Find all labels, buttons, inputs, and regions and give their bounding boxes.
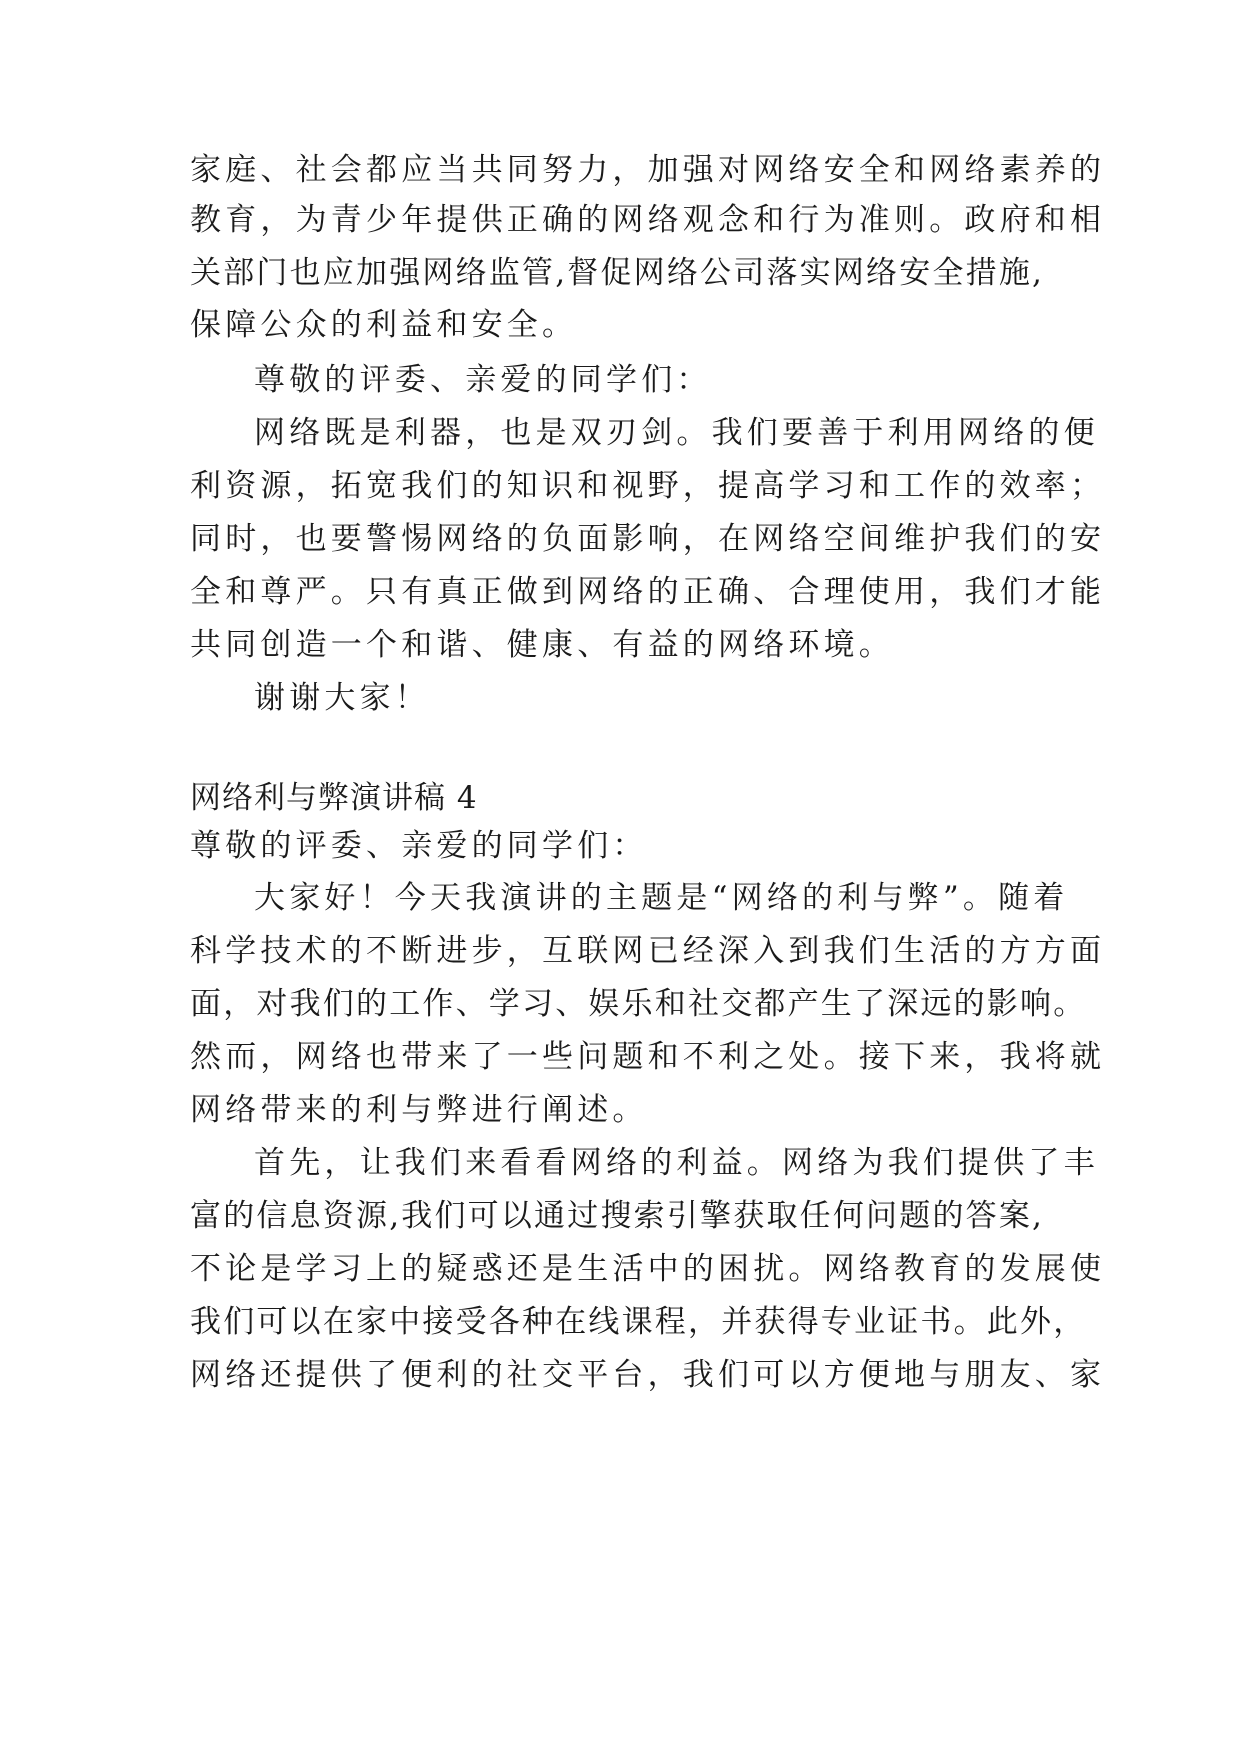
paragraph-line: 科学技术的不断进步，互联网已经深入到我们生活的方方面 — [190, 933, 1106, 969]
section-heading: 网络利与弊演讲稿 4 — [190, 780, 478, 816]
salutation: 尊敬的评委、亲爱的同学们： — [254, 362, 712, 398]
paragraph-line: 关部门也应加强网络监管,督促网络公司落实网络安全措施, — [190, 255, 1045, 291]
paragraph-line: 大家好！今天我演讲的主题是“网络的利与弊”。随着 — [254, 880, 1069, 916]
paragraph-line: 富的信息资源,我们可以通过搜索引擎获取任何问题的答案, — [190, 1198, 1045, 1234]
paragraph-line: 首先，让我们来看看网络的利益。网络为我们提供了丰 — [254, 1145, 1099, 1181]
paragraph-line: 保障公众的利益和安全。 — [190, 307, 578, 343]
paragraph-line: 家庭、社会都应当共同努力，加强对网络安全和网络素养的 — [190, 152, 1106, 188]
closing-line: 谢谢大家！ — [254, 680, 430, 716]
paragraph-line: 同时，也要警惕网络的负面影响，在网络空间维护我们的安 — [190, 521, 1106, 557]
paragraph-line: 我们可以在家中接受各种在线课程，并获得专业证书。此外， — [190, 1304, 1087, 1340]
paragraph-line: 网络还提供了便利的社交平台，我们可以方便地与朋友、家 — [190, 1357, 1106, 1393]
paragraph-line: 网络既是利器，也是双刃剑。我们要善于利用网络的便 — [254, 415, 1099, 451]
paragraph-line: 利资源，拓宽我们的知识和视野，提高学习和工作的效率； — [190, 468, 1106, 504]
paragraph-line: 网络带来的利与弊进行阐述。 — [190, 1092, 648, 1128]
paragraph-line: 不论是学习上的疑惑还是生活中的困扰。网络教育的发展使 — [190, 1251, 1106, 1287]
paragraph-line: 然而，网络也带来了一些问题和不利之处。接下来，我将就 — [190, 1039, 1106, 1075]
paragraph-line: 共同创造一个和谐、健康、有益的网络环境。 — [190, 627, 894, 663]
salutation: 尊敬的评委、亲爱的同学们： — [190, 828, 648, 864]
paragraph-line: 教育，为青少年提供正确的网络观念和行为准则。政府和相 — [190, 202, 1106, 238]
paragraph-line: 全和尊严。只有真正做到网络的正确、合理使用，我们才能 — [190, 574, 1106, 610]
paragraph-line: 面，对我们的工作、学习、娱乐和社交都产生了深远的影响。 — [190, 986, 1087, 1022]
